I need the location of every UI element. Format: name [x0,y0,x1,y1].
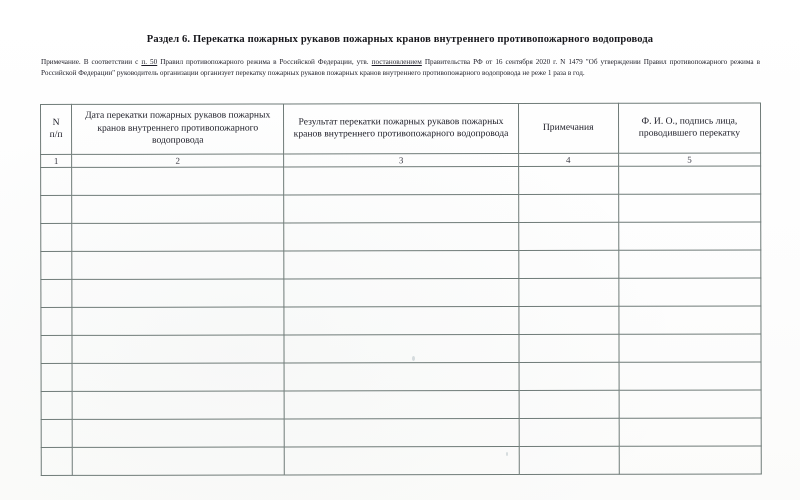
cell-fio-signature[interactable] [618,222,760,250]
table-row [41,362,761,392]
cell-date[interactable] [72,167,284,195]
cell-result[interactable] [284,362,518,390]
cell-notes[interactable] [519,306,619,334]
cell-result[interactable] [284,334,518,362]
column-number-5: 5 [618,153,760,166]
cell-fio-signature[interactable] [618,166,760,194]
note-mid-text-1: Правил противопожарного режима в Российской Федерации, утв. [157,58,372,66]
cell-fio-signature[interactable] [619,390,761,418]
cell-date[interactable] [72,363,284,391]
cell-result[interactable] [284,250,518,278]
cell-fio-signature[interactable] [619,250,761,278]
cell-fio-signature[interactable] [618,194,760,222]
column-number-2: 2 [72,154,284,167]
scan-speck [506,452,508,456]
table-row [41,390,761,420]
column-header-number-line2: п/п [49,128,63,140]
cell-fio-signature[interactable] [619,418,761,446]
cell-notes[interactable] [519,334,619,362]
column-header-number [41,104,72,154]
scan-speck [412,356,415,361]
cell-result[interactable] [284,418,518,446]
page-title: Раздел 6. Перекатка пожарных рукавов пожарных кранов внутреннего противопожарного водопровода [146,34,654,45]
cell-date[interactable] [72,391,284,419]
cell-fio-signature[interactable] [619,446,761,474]
cell-result[interactable] [284,194,518,222]
link-postanovlenie[interactable]: постановлением [371,58,422,66]
cell-number[interactable] [41,335,72,363]
table-row [41,278,761,308]
note-lead-text: Примечание. В соответствии с [41,58,142,66]
cell-notes[interactable] [518,250,618,278]
column-header-date: Дата перекатки пожарных рукавов пожарных кранов внутреннего противопожарного водопровода [72,104,284,154]
cell-fio-signature[interactable] [619,362,761,390]
table-row [41,222,761,252]
table-body [41,166,762,476]
table-row [41,250,761,280]
cell-number[interactable] [41,195,72,223]
cell-notes[interactable] [518,278,618,306]
cell-number[interactable] [41,363,72,391]
column-number-4: 4 [518,153,618,166]
cell-number[interactable] [41,307,72,335]
table-row [41,446,761,476]
table-header-row [41,103,761,155]
cell-notes[interactable] [519,446,619,474]
cell-number[interactable] [41,223,72,251]
table-row [41,306,761,336]
cell-date[interactable] [72,195,284,223]
cell-date[interactable] [72,251,284,279]
cell-number[interactable] [41,419,72,447]
table-row [41,166,761,196]
table-row [41,194,761,224]
column-header-number-line1: N [52,116,60,128]
note-paragraph [41,57,760,78]
cell-fio-signature[interactable] [619,306,761,334]
cell-number[interactable] [41,279,72,307]
column-header-fio-signature: Ф. И. О., подпись лица, проводившего перекатку [618,103,760,153]
cell-notes[interactable] [519,418,619,446]
table-row [41,418,761,448]
cell-result[interactable] [284,166,518,194]
cell-notes[interactable] [518,222,618,250]
cell-fio-signature[interactable] [619,334,761,362]
link-paragraph-50[interactable]: п. 50 [141,58,158,66]
cell-result[interactable] [284,390,518,418]
cell-result[interactable] [284,222,518,250]
cell-number[interactable] [41,391,72,419]
column-header-notes: Примечания [518,103,618,153]
cell-result[interactable] [284,306,518,334]
cell-fio-signature[interactable] [619,278,761,306]
cell-number[interactable] [41,251,72,279]
cell-date[interactable] [72,279,284,307]
cell-result[interactable] [284,278,518,306]
registry-table [40,102,762,476]
table-row [41,334,761,364]
cell-date[interactable] [72,307,284,335]
registry-table-wrapper [40,102,762,476]
cell-notes[interactable] [519,362,619,390]
cell-date[interactable] [72,447,284,475]
column-number-1: 1 [41,154,72,167]
cell-number[interactable] [41,447,72,475]
column-header-result: Результат перекатки пожарных рукавов пожарных кранов внутреннего противопожарного водопровода [284,103,518,153]
cell-date[interactable] [72,419,284,447]
cell-notes[interactable] [518,194,618,222]
cell-date[interactable] [72,223,284,251]
cell-notes[interactable] [518,166,618,194]
cell-notes[interactable] [519,390,619,418]
cell-result[interactable] [285,446,519,474]
column-number-3: 3 [284,153,518,166]
note-mid-text-2: Правительства РФ от 16 сентября 2020 г. N 1479 "Об утверждении Правил противопожарного режима в Российской Федерации" руководитель организации организует перекатку пожарных рукавов пожарных кранов внутреннего противопожарного водопровода не реже 1 раза в год. [41,58,760,77]
cell-number[interactable] [41,167,72,195]
cell-date[interactable] [72,335,284,363]
